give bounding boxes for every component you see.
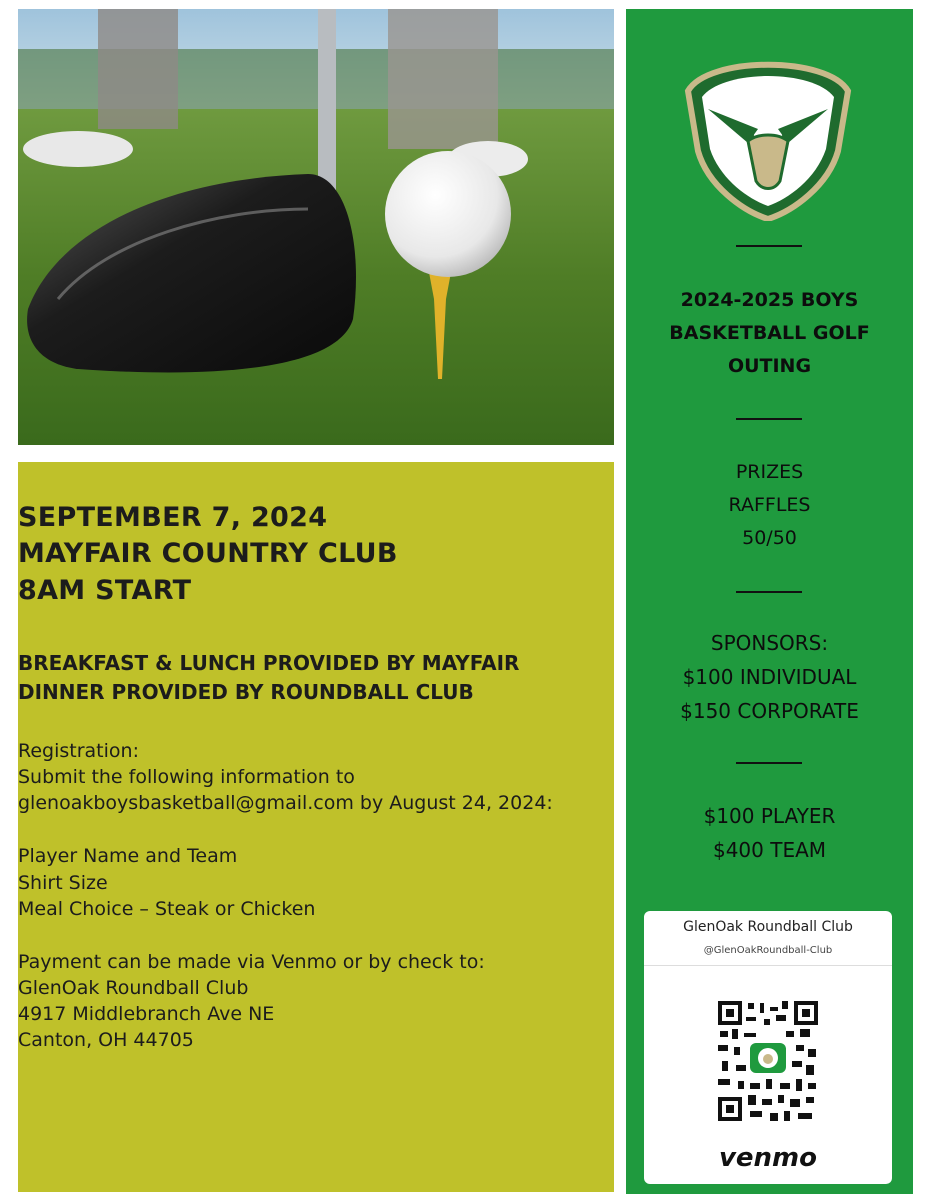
event-venue: MAYFAIR COUNTRY CLUB <box>18 538 398 569</box>
list-item: Player Name and Team <box>18 845 238 867</box>
venmo-account-name: GlenOak Roundball Club <box>683 919 853 935</box>
venmo-handle: @GlenOakRoundball-Club <box>703 945 833 956</box>
meals-line-2: DINNER PROVIDED BY ROUNDBALL CLUB <box>18 680 474 704</box>
registration-line-1: Submit the following information to <box>18 766 355 788</box>
outing-title-line-1: 2024-2025 BOYS <box>680 289 859 311</box>
golf-ball-on-tee-image <box>18 9 614 445</box>
divider <box>736 591 802 593</box>
sponsor-individual: $100 INDIVIDUAL <box>682 665 857 689</box>
venmo-qr-code[interactable] <box>716 999 820 1123</box>
sidebar-panel <box>626 9 913 1194</box>
sponsor-corporate: $150 CORPORATE <box>680 699 859 723</box>
extra-5050: 50/50 <box>742 527 797 549</box>
payment-payee: GlenOak Roundball Club <box>18 977 249 999</box>
outing-title-line-3: OUTING <box>727 355 812 377</box>
eagle-logo-icon <box>678 51 858 221</box>
registration-line-2: glenoakboysbasketball@gmail.com by August 24, 2024: <box>18 792 553 814</box>
venmo-logo: venmo <box>718 1143 818 1173</box>
divider <box>736 418 802 420</box>
payment-city: Canton, OH 44705 <box>18 1029 194 1051</box>
event-date: SEPTEMBER 7, 2024 <box>18 502 328 533</box>
divider <box>736 245 802 247</box>
event-start-time: 8AM START <box>18 575 192 606</box>
list-item: Shirt Size <box>18 872 108 894</box>
outing-title-line-2: BASKETBALL GOLF <box>669 322 870 344</box>
venmo-card <box>644 911 892 1184</box>
payment-street: 4917 Middlebranch Ave NE <box>18 1003 275 1025</box>
fee-player: $100 PLAYER <box>703 804 836 828</box>
list-item: Meal Choice – Steak or Chicken <box>18 898 316 920</box>
divider <box>736 762 802 764</box>
event-info-panel <box>18 462 614 1192</box>
divider <box>644 965 892 966</box>
golf-photo <box>18 9 614 445</box>
payment-heading: Payment can be made via Venmo or by check to: <box>18 951 485 973</box>
extra-prizes: PRIZES <box>735 461 804 483</box>
fee-team: $400 TEAM <box>712 838 827 862</box>
registration-heading: Registration: <box>18 740 139 762</box>
meals-line-1: BREAKFAST & LUNCH PROVIDED BY MAYFAIR <box>18 651 520 675</box>
sponsors-heading: SPONSORS: <box>710 631 829 655</box>
extra-raffles: RAFFLES <box>728 494 811 516</box>
